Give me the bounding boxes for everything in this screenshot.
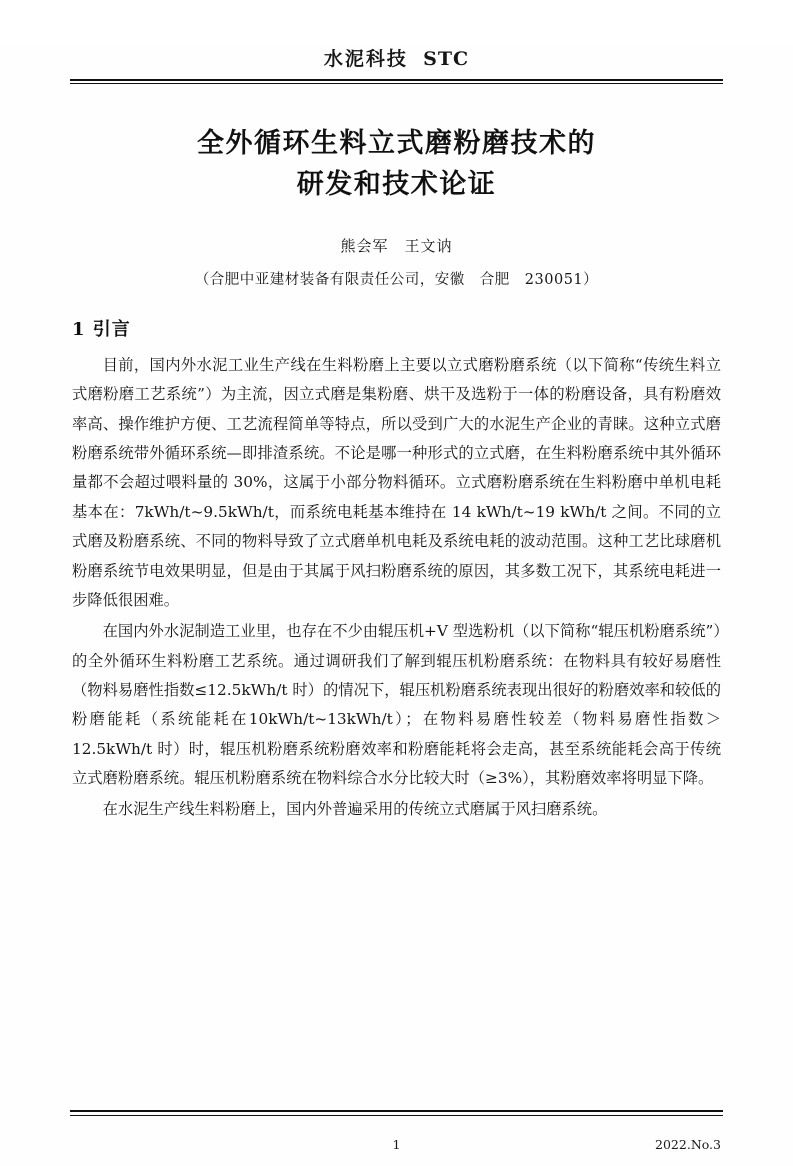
paragraph: 在水泥生产线生料粉磨上，国内外普遍采用的传统立式磨属于风扫磨系统。 [102,800,608,819]
section-heading: 1 引言 [72,319,131,340]
paragraph: 在国内外水泥制造工业里，也存在不少由辊压机+V 型选粉机（以下简称“辊压机粉磨系统”）的全外循环生料粉磨工艺系统。通过调研我们了解到辊压机粉磨系统：在物料具有较好易磨性（物料易磨性指数≤12.5kWh/t 时）的情况下，辊压机粉磨系统表现出很好的粉磨效率和较低的粉磨能耗（系统能耗在10kWh/t~13kWh/t）；在物料易磨性较差（物料易磨性指数＞12.5kWh/t 时）时，辊压机粉磨系统粉磨效率和粉磨能耗将会走高，甚至系统能耗会高于传统立式磨粉磨系统。辊压机粉磨系统在物料综合水分比较大时（≥3%），其粉磨效率将明显下降。 [72,622,721,788]
page-number: 1 [392,1136,401,1152]
paragraph: 目前，国内外水泥工业生产线在生料粉磨上主要以立式磨粉磨系统（以下简称“传统生料立式磨粉磨工艺系统”）为主流，因立式磨是集粉磨、烘干及选粉于一体的粉磨设备，具有粉磨效率高、操作维护方便、工艺流程简单等特点，所以受到广大的水泥生产企业的青睐。这种立式磨粉磨系统带外循环系统—即排渣系统。不论是哪一种形式的立式磨，在生料粉磨系统中其外循环量都不会超过喂料量的 30%，这属于小部分物料循环。立式磨粉磨系统在生料粉磨中单机电耗基本在：7kWh/t~9.5kWh/t，而系统电耗基本维持在 14 kWh/t~19 kWh/t 之间。不同的立式磨及粉磨系统、不同的物料导致了立式磨单机电耗及系统电耗的波动范围。这种工艺比球磨机粉磨系统节电效果明显，但是由于其属于风扫粉磨系统的原因，其多数工况下，其系统电耗进一步降低很困难。 [72,356,721,609]
title-line-1: 全外循环生料立式磨粉磨技术的 [197,128,596,159]
affiliation: （合肥中亚建材装备有限责任公司，安徽 合肥 230051） [194,272,599,288]
author-list: 熊会军 王文讷 [340,237,453,255]
body-text [72,351,721,825]
footer-rule-thin [70,1115,723,1116]
header-rule-thick [70,79,723,81]
title-line-2: 研发和技术论证 [296,168,497,200]
issue-label: 2022.No.3 [655,1136,721,1152]
footer-rule-thick [70,1110,723,1112]
document-page [0,44,793,1166]
page-title [96,124,697,205]
header-rule-thin [70,83,723,84]
journal-name: 水泥科技 [323,48,408,70]
journal-abbrev: STC [423,48,470,70]
running-head [72,44,721,79]
